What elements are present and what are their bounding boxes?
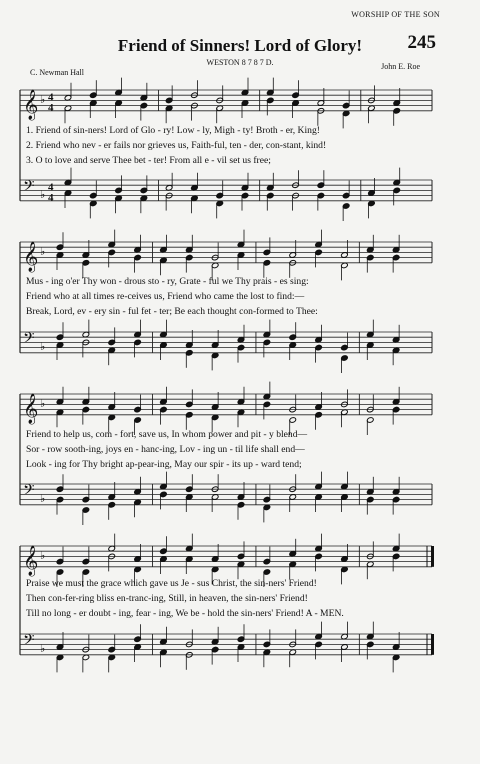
flat-sign-icon: ♭ (40, 493, 46, 506)
flat-sign-icon: ♭ (40, 398, 46, 410)
bass-clef-icon: 𝄢 (23, 631, 35, 653)
music-composer: John E. Roe (381, 62, 420, 71)
treble-clef-icon: 𝄞 (23, 241, 39, 272)
lyric-line: Sor - row sooth-ing, joys en - hanc-ing, Lov - ing un - til life shall end— (26, 444, 305, 455)
time-signature: 4 (48, 101, 54, 114)
flat-sign-icon: ♭ (40, 550, 46, 562)
time-signature: 4 (48, 191, 54, 204)
flat-sign-icon: ♭ (40, 341, 46, 354)
bass-clef-icon: 𝄢 (23, 481, 35, 503)
lyric-line: Till no long - er doubt - ing, fear - ing, We be - hold the sin-ners' Friend! A - MEN. (26, 608, 344, 619)
final-bar-line (431, 634, 434, 655)
time-signature: 4 (48, 91, 54, 104)
text-author: C. Newman Hall (30, 68, 84, 77)
bass-clef-icon: 𝄢 (23, 177, 35, 199)
section-header: WORSHIP OF THE SON (351, 10, 440, 19)
lyric-line: Break, Lord, ev - ery sin - ful fet - ter; Be each thought con-formed to Thee: (26, 306, 318, 317)
lyric-line: Look - ing for Thy bright ap-pear-ing, May our spir - its up - ward tend; (26, 459, 302, 470)
flat-sign-icon: ♭ (40, 246, 46, 258)
treble-clef-icon: 𝄞 (23, 89, 39, 120)
lyric-line: Then con-fer-ring bliss en-tranc-ing, Still, in heaven, the sin-ners' Friend! (26, 593, 308, 604)
treble-clef-icon: 𝄞 (23, 545, 39, 576)
flat-sign-icon: ♭ (40, 189, 46, 202)
lyric-line: 1. Friend of sin-ners! Lord of Glo - ry! Low - ly, Migh - ty! Broth - er, King! (26, 125, 320, 136)
lyric-line: Praise we must the grace which gave us Je - sus Christ, the sin-ners' Friend! (26, 578, 317, 589)
flat-sign-icon: ♭ (40, 94, 46, 106)
flat-sign-icon: ♭ (40, 643, 46, 656)
hymn-number: 245 (407, 32, 436, 53)
lyric-line: Friend who at all times re-ceives us, Friend who came the lost to find:— (26, 291, 305, 302)
time-signature: 4 (48, 181, 54, 194)
lyric-line: Friend to help us, com - fort, save us, In whom power and pit - y blend— (26, 429, 308, 440)
final-bar-line (431, 546, 434, 567)
lyric-line: Mus - ing o'er Thy won - drous sto - ry, Grate - ful we Thy prais - es sing: (26, 276, 309, 287)
lyric-line: 3. O to love and serve Thee bet - ter! From all e - vil set us free; (26, 155, 271, 166)
hymn-title: Friend of Sinners! Lord of Glory! (117, 36, 363, 55)
treble-clef-icon: 𝄞 (23, 393, 39, 424)
bass-clef-icon: 𝄢 (23, 329, 35, 351)
tune-name: WESTON 8 7 8 7 D. (206, 58, 274, 67)
lyric-line: 2. Friend who nev - er fails nor grieves us, Faith-ful, ten - der, con-stant, kind! (26, 140, 327, 151)
